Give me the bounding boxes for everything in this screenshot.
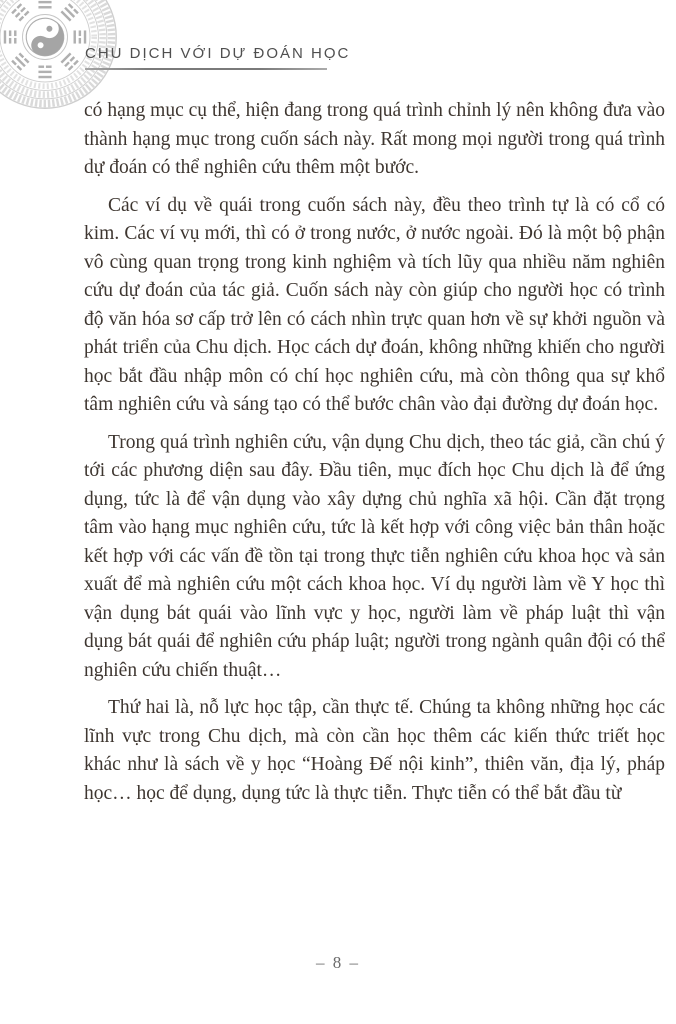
- body-text: [84, 97, 665, 817]
- page-number: – 8 –: [316, 953, 360, 972]
- paragraph-1: có hạng mục cụ thể, hiện đang trong quá trình chỉnh lý nên không đưa vào thành hạng mục trong cuốn sách này. Rất mong mọi người trong quá trình dự đoán có thể nghiên cứu thêm một bước.: [84, 100, 665, 178]
- paragraph-4: Thứ hai là, nỗ lực học tập, cần thực tế. Chúng ta không những học các lĩnh vực trong Chu dịch, mà còn cần học thêm các kiến thức triết học khác như là sách về y học “Hoàng Đế nội kinh”, thiên văn, địa lý, pháp học… học để dụng, dụng tức là thực tiễn. Thực tiễn có thể bắt đầu từ: [84, 697, 665, 804]
- running-head-title: CHU DỊCH VỚI DỰ ĐOÁN HỌC: [85, 45, 351, 62]
- page-header: [85, 45, 351, 70]
- paragraph-3: Trong quá trình nghiên cứu, vận dụng Chu dịch, theo tác giả, cần chú ý tới các phương diện sau đây. Đầu tiên, mục đích học Chu dịch là để ứng dụng, tức là để vận dụng vào xây dựng chủ nghĩa xã hội. Cần đặt trọng tâm vào hạng mục nghiên cứu, tức là kết hợp với công việc bản thân hoặc kết hợp với các vấn đề tồn tại trong thực tiễn nghiên cứu khoa học và sản xuất để mà nghiên cứu một cách khoa học. Ví dụ người làm về Y học thì vận dụng bát quái vào lĩnh vực y học, người làm về pháp luật thì vận dụng bát quái để nghiên cứu pháp luật; người trong ngành quân đội có thể nghiên cứu chiến thuật…: [84, 431, 665, 681]
- header-rule: [85, 68, 327, 70]
- yin-yang-icon: [20, 12, 71, 63]
- paragraph-2: Các ví dụ về quái trong cuốn sách này, đều theo trình tự là có cổ có kim. Các ví vụ mới, thì có ở trong nước, ở nước ngoài. Đó là một bộ phận vô cùng quan trọng trong kinh nghiệm và tích lũy qua nhiều năm nghiên cứu dự đoán của tác giả. Cuốn sách này còn giúp cho người học có trình độ văn hóa sơ cấp trở lên có cách nhìn trực quan hơn về sự khởi nguồn và phát triển của Chu dịch. Học cách dự đoán, không những khiến cho người học bắt đầu nhập môn có chí học nghiên cứu, mà còn thông qua sự khổ tâm nghiên cứu và sáng tạo có thể bước chân vào đại đường dự đoán học.: [84, 194, 665, 415]
